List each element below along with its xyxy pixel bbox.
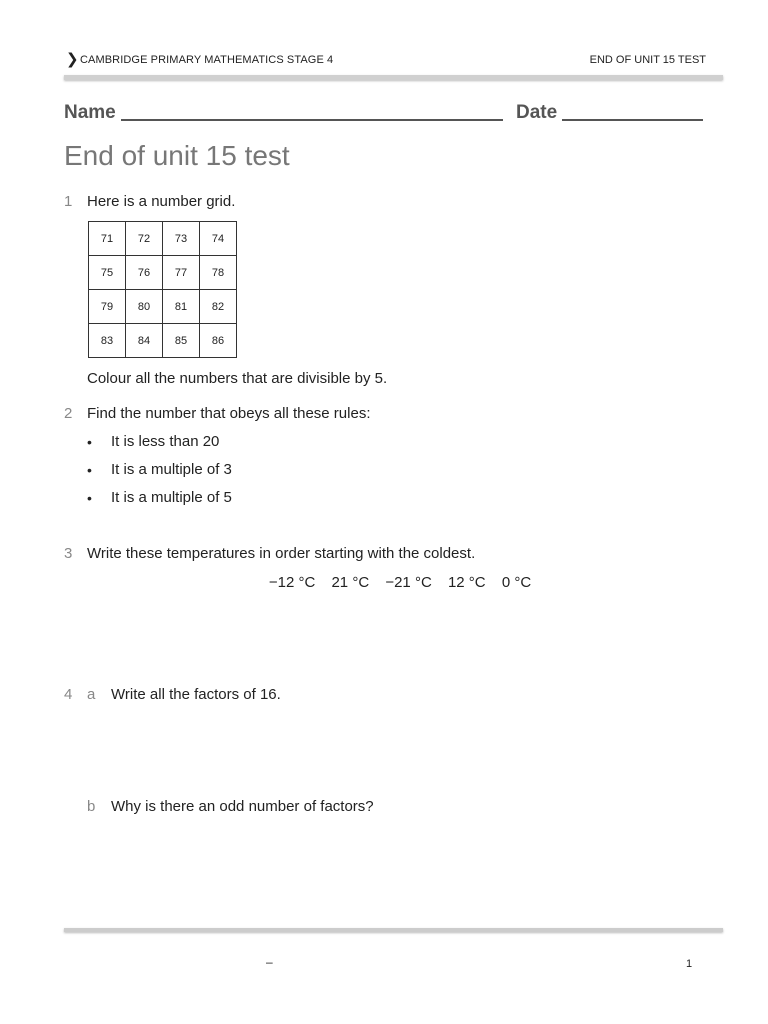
grid-cell[interactable]: 74 (200, 222, 237, 256)
date-blank[interactable] (562, 101, 703, 121)
q2-rule: It is a multiple of 3 (111, 461, 232, 478)
grid-cell[interactable]: 73 (163, 222, 200, 256)
q4-number: 4 (64, 686, 73, 703)
grid-cell[interactable]: 80 (126, 290, 163, 324)
name-label: Name (64, 102, 116, 123)
temperature-list (0, 574, 768, 591)
temperature-value: −21 °C (385, 574, 432, 591)
footer-divider (64, 928, 723, 932)
q4b-text: Why is there an odd number of factors? (111, 798, 374, 815)
grid-cell[interactable]: 86 (200, 324, 237, 358)
header-arrow: ❯ (66, 51, 79, 68)
q1-number: 1 (64, 193, 73, 210)
q4b-letter: b (87, 798, 96, 815)
grid-row (89, 222, 237, 256)
grid-cell[interactable]: 75 (89, 256, 126, 290)
grid-cell[interactable]: 72 (126, 222, 163, 256)
date-field[interactable] (516, 101, 703, 124)
grid-row (89, 290, 237, 324)
q1-instruction: Colour all the numbers that are divisible by 5. (87, 370, 388, 387)
grid-cell[interactable]: 76 (126, 256, 163, 290)
page-title: End of unit 15 test (64, 140, 290, 171)
q2-rule: It is a multiple of 5 (111, 489, 232, 506)
grid-cell[interactable]: 84 (126, 324, 163, 358)
grid-cell[interactable]: 81 (163, 290, 200, 324)
q4a-text: Write all the factors of 16. (111, 686, 281, 703)
q3-number: 3 (64, 545, 73, 562)
date-label: Date (516, 102, 558, 123)
number-grid (88, 221, 237, 358)
grid-cell[interactable]: 79 (89, 290, 126, 324)
grid-cell[interactable]: 83 (89, 324, 126, 358)
bullet-icon: • (87, 462, 92, 478)
temperature-value: 0 °C (501, 574, 532, 591)
q4a-letter: a (87, 686, 96, 703)
page-number: 1 (686, 958, 693, 970)
temperature-value: −12 °C (268, 574, 316, 591)
name-blank[interactable] (121, 101, 503, 121)
bullet-icon: • (87, 434, 92, 450)
q1-intro: Here is a number grid. (87, 193, 236, 210)
header-test-title: END OF UNIT 15 TEST (589, 54, 706, 66)
temperature-value: 12 °C (447, 574, 486, 591)
q3-text: Write these temperatures in order starting with the coldest. (87, 545, 476, 562)
grid-cell[interactable]: 85 (163, 324, 200, 358)
bullet-icon: • (87, 490, 92, 506)
grid-cell[interactable]: 71 (89, 222, 126, 256)
grid-cell[interactable]: 77 (163, 256, 200, 290)
temperature-value: 21 °C (331, 574, 370, 591)
q2-number: 2 (64, 405, 73, 422)
grid-row (89, 256, 237, 290)
name-field[interactable] (64, 101, 503, 124)
grid-cell[interactable]: 82 (200, 290, 237, 324)
footer-dash: – (266, 955, 273, 969)
grid-row (89, 324, 237, 358)
q2-text: Find the number that obeys all these rules: (87, 405, 371, 422)
q2-rule: It is less than 20 (111, 433, 220, 450)
header-divider (64, 75, 723, 80)
header-course-title: CAMBRIDGE PRIMARY MATHEMATICS STAGE 4 (80, 54, 334, 66)
grid-cell[interactable]: 78 (200, 256, 237, 290)
